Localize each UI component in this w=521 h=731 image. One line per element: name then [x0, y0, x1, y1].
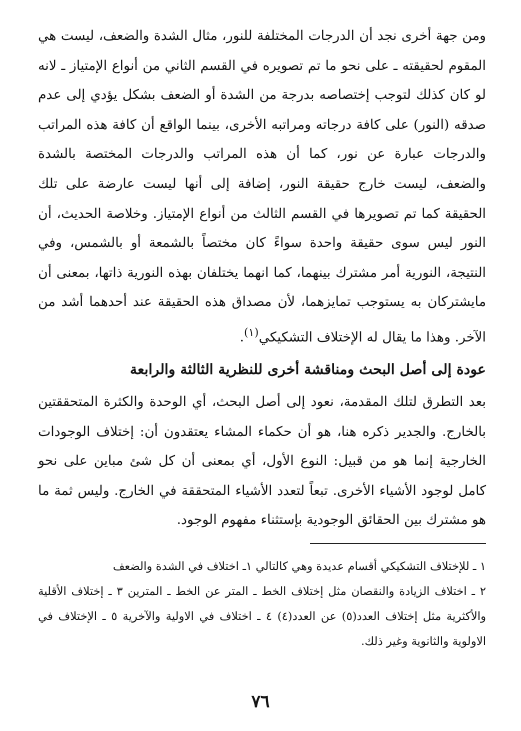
footnote: ٢ ـ اختلاف الزيادة والنقصان مثل إختلاف الخط ـ المتر عن الخط ـ المترين ٣ ـ إختلاف الأقلية والأكثرية مثل إختلاف العدد(٥) عن العدد(٤) ٤ ـ اختلاف في الاولية والآخرية ٥ ـ الإختلاف في الاولوية والثانوية وغير ذلك.: [38, 584, 487, 648]
footnote: ١ ـ للإختلاف التشكيكي أقسام عديدة وهي كالتالي ١ـ اختلاف في الشدة والضعف: [112, 559, 486, 573]
paragraph-text: ومن جهة أخرى نجد أن الدرجات المختلفة للنور، مثال الشدة والضعف، ليست هي المقوم لحقيقته ـ على نحو ما تم تصويره في القسم الثاني من أنواع الإمتياز ـ لانه لو كان كذلك لتوجب إختصاصه بدرجة من الشدة أو الضعف بشكل يؤدي إلى عدم صدقه (النور) على كافة درجاته ومراتبه الأخرى، بينما الواقع أن كافة هذه المراتب والدرجات عبارة عن نور، كما أن هذه المراتب والدرجات المختصة بالشدة والضعف، ليست خارج حقيقة النور، إضافة إلى أنها ليست عارضة على تلك الحقيقة كما تم تصويرها في القسم الثالث من أنواع الإمتياز. وخلاصة الحديث، أن النور ليس سوى حقيقة واحدة سواءً كان مختصاً بالشمعة أو بالشمس، وفي النتيجة، النورية أمر مشترك بينهما، كما انهما يختلفان بهذه النورية ذاتها، بمعنى أن مايشتركان به يستوجب تمايزهما، لأن مصداق هذه الحقيقة عند أحدهما أشد من الآخر. وهذا ما يقال له الإختلاف التشكيكي: [38, 29, 486, 346]
body-text: [38, 22, 486, 536]
page-number: ٧٦: [251, 692, 270, 712]
section-heading: عودة إلى أصل البحث ومناقشة أخرى للنظرية الثالثة والرابعة: [130, 362, 486, 378]
paragraph: [38, 22, 486, 353]
footnotes: [38, 554, 486, 654]
paragraph-end: .: [239, 330, 245, 346]
footnote-reference: (١): [244, 325, 259, 339]
footnote-divider: [310, 543, 486, 544]
paragraph: بعد التطرق لتلك المقدمة، نعود إلى أصل البحث، أي الوحدة والكثرة المتحققتين بالخارج. والجدير ذكره هنا، هو أن حكماء المشاء يعتقدون أن: إختلاف الوجودات الخارجية إنما هو من قبيل: النوع الأول، أي بمعنى أن كل شئ مباين على نحو كامل لوجود الأشياء الأخرى. تبعاً لتعدد الأشياء المتحققة في الخارج. وليس ثمة ما هو مشترك بين الحقائق الوجودية بإستثناء مفهوم الوجود.: [38, 395, 486, 529]
